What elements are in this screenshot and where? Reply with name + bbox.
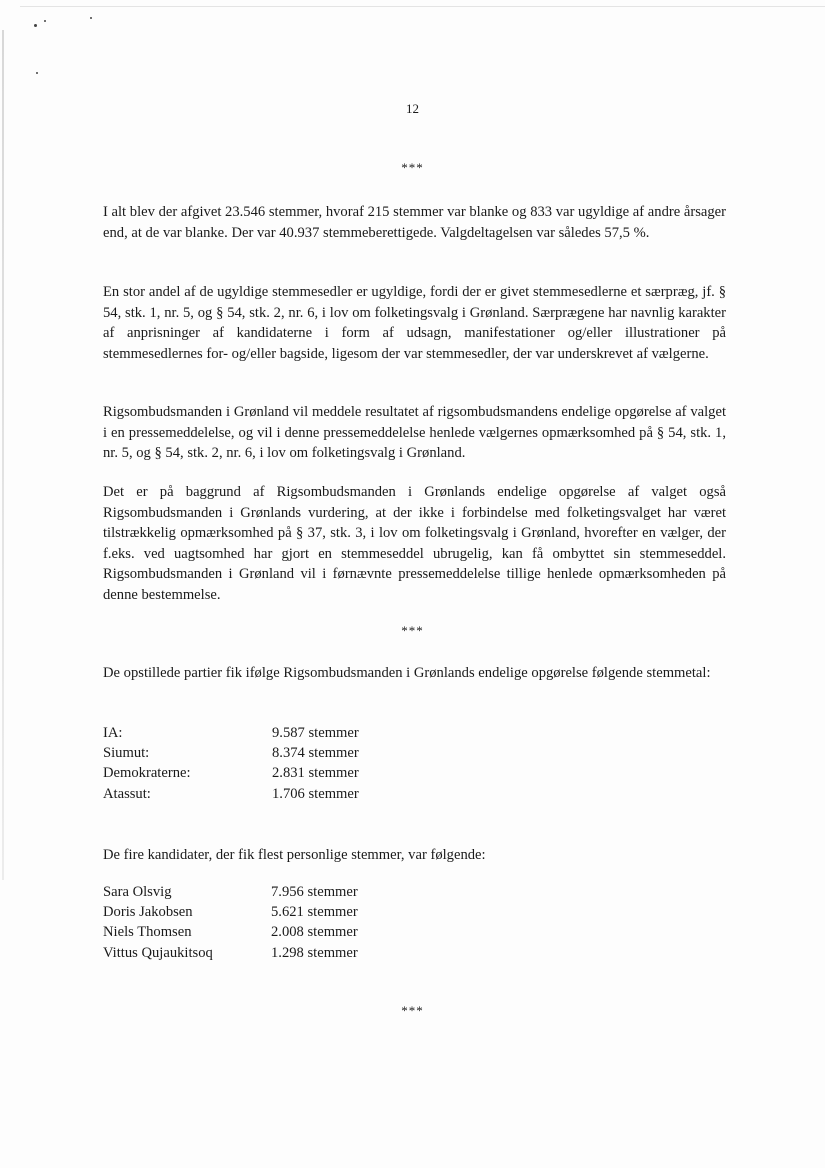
candidate-votes: 2.008 stemmer [271,924,358,941]
party-votes: 9.587 stemmer [272,725,359,741]
party-votes: 2.831 stemmer [272,765,359,782]
party-votes-table [103,723,359,804]
paragraph-press-release: Rigsombudsmanden i Grønland vil meddele resultatet af rigsombudsmandens endelige opgørelse af valget i en pressemeddelelse, og vil i denne pressemeddelelse henlede vælgernes opmærksomhed på § 54, stk. 1, nr. 5, og § 54, stk. 2, nr. 6, i lov om folketingsvalg i Grønland. [103,404,726,461]
candidate-name: Niels Thomsen [103,924,192,941]
party-name: IA: [103,725,123,741]
scan-speck [90,17,92,19]
paragraph-party-intro: De opstillede partier fik ifølge Rigsombudsmanden i Grønlands endelige opgørelse følgende stemmetal: [103,665,711,681]
page-number: 12 [406,101,419,116]
scan-edge [2,30,4,880]
table-row [103,882,358,902]
candidate-votes: 5.621 stemmer [271,904,358,921]
table-row [103,784,359,804]
candidate-name: Vittus Qujaukitsoq [103,944,213,961]
party-name: Atassut: [103,785,151,802]
scan-edge-top [20,6,825,7]
candidate-votes: 7.956 stemmer [271,884,358,900]
party-votes: 8.374 stemmer [272,745,359,762]
party-name: Demokraterne: [103,765,191,782]
table-row [103,943,358,963]
scan-speck [36,72,38,74]
party-votes: 1.706 stemmer [272,785,359,802]
section-separator: *** [401,1003,424,1018]
paragraph-vote-totals: I alt blev der afgivet 23.546 stemmer, hvoraf 215 stemmer var blanke og 833 var ugyldige af andre årsager end, at de var blanke. Der var 40.937 stemmeberettigede. Valgdeltagelsen var således 57,5 %. [103,204,726,241]
paragraph-candidate-intro: De fire kandidater, der fik flest personlige stemmer, var følgende: [103,847,486,863]
scan-speck [44,20,46,22]
table-row [103,723,359,743]
scan-speck [34,24,37,27]
table-row [103,743,359,763]
table-row [103,763,359,783]
candidate-votes: 1.298 stemmer [271,944,358,961]
candidate-name: Doris Jakobsen [103,904,193,921]
candidate-name: Sara Olsvig [103,884,172,900]
section-separator: *** [401,160,424,175]
section-separator: *** [401,623,424,638]
party-name: Siumut: [103,745,150,762]
paragraph-ballot-exchange: Det er på baggrund af Rigsombudsmanden i Grønlands endelige opgørelse af valget også Rigsombudsmanden i Grønlands vurdering, at der ikke i forbindelse med folketingsvalget har været tilstrækkelig opmærksomhed på § 37, stk. 3, i lov om folketingsvalg i Grønland, hvorefter en vælger, der f.eks. ved uagtsomhed har gjort en stemmeseddel ubrugelig, kan få ombyttet sin stemmeseddel. Rigsombudsmanden i Grønland vil i førnævnte pressemeddelelse tillige henlede opmærksomheden på denne bestemmelse. [103,484,726,603]
candidate-votes-table [103,882,358,963]
paragraph-invalid-ballots: En stor andel af de ugyldige stemmesedler er ugyldige, fordi der er givet stemmesedlerne et særpræg, jf. § 54, stk. 1, nr. 5, og § 54, stk. 2, nr. 6, i lov om folketingsvalg i Grønland. Særprægene har navnlig karakter af anprisninger af kandidaterne i form af udsagn, manifestationer og/eller illustrationer på stemmesedlernes for- og/eller bagside, ligesom der var stemmesedler, der var underskrevet af vælgerne. [103,284,726,362]
table-row [103,902,358,922]
table-row [103,922,358,942]
